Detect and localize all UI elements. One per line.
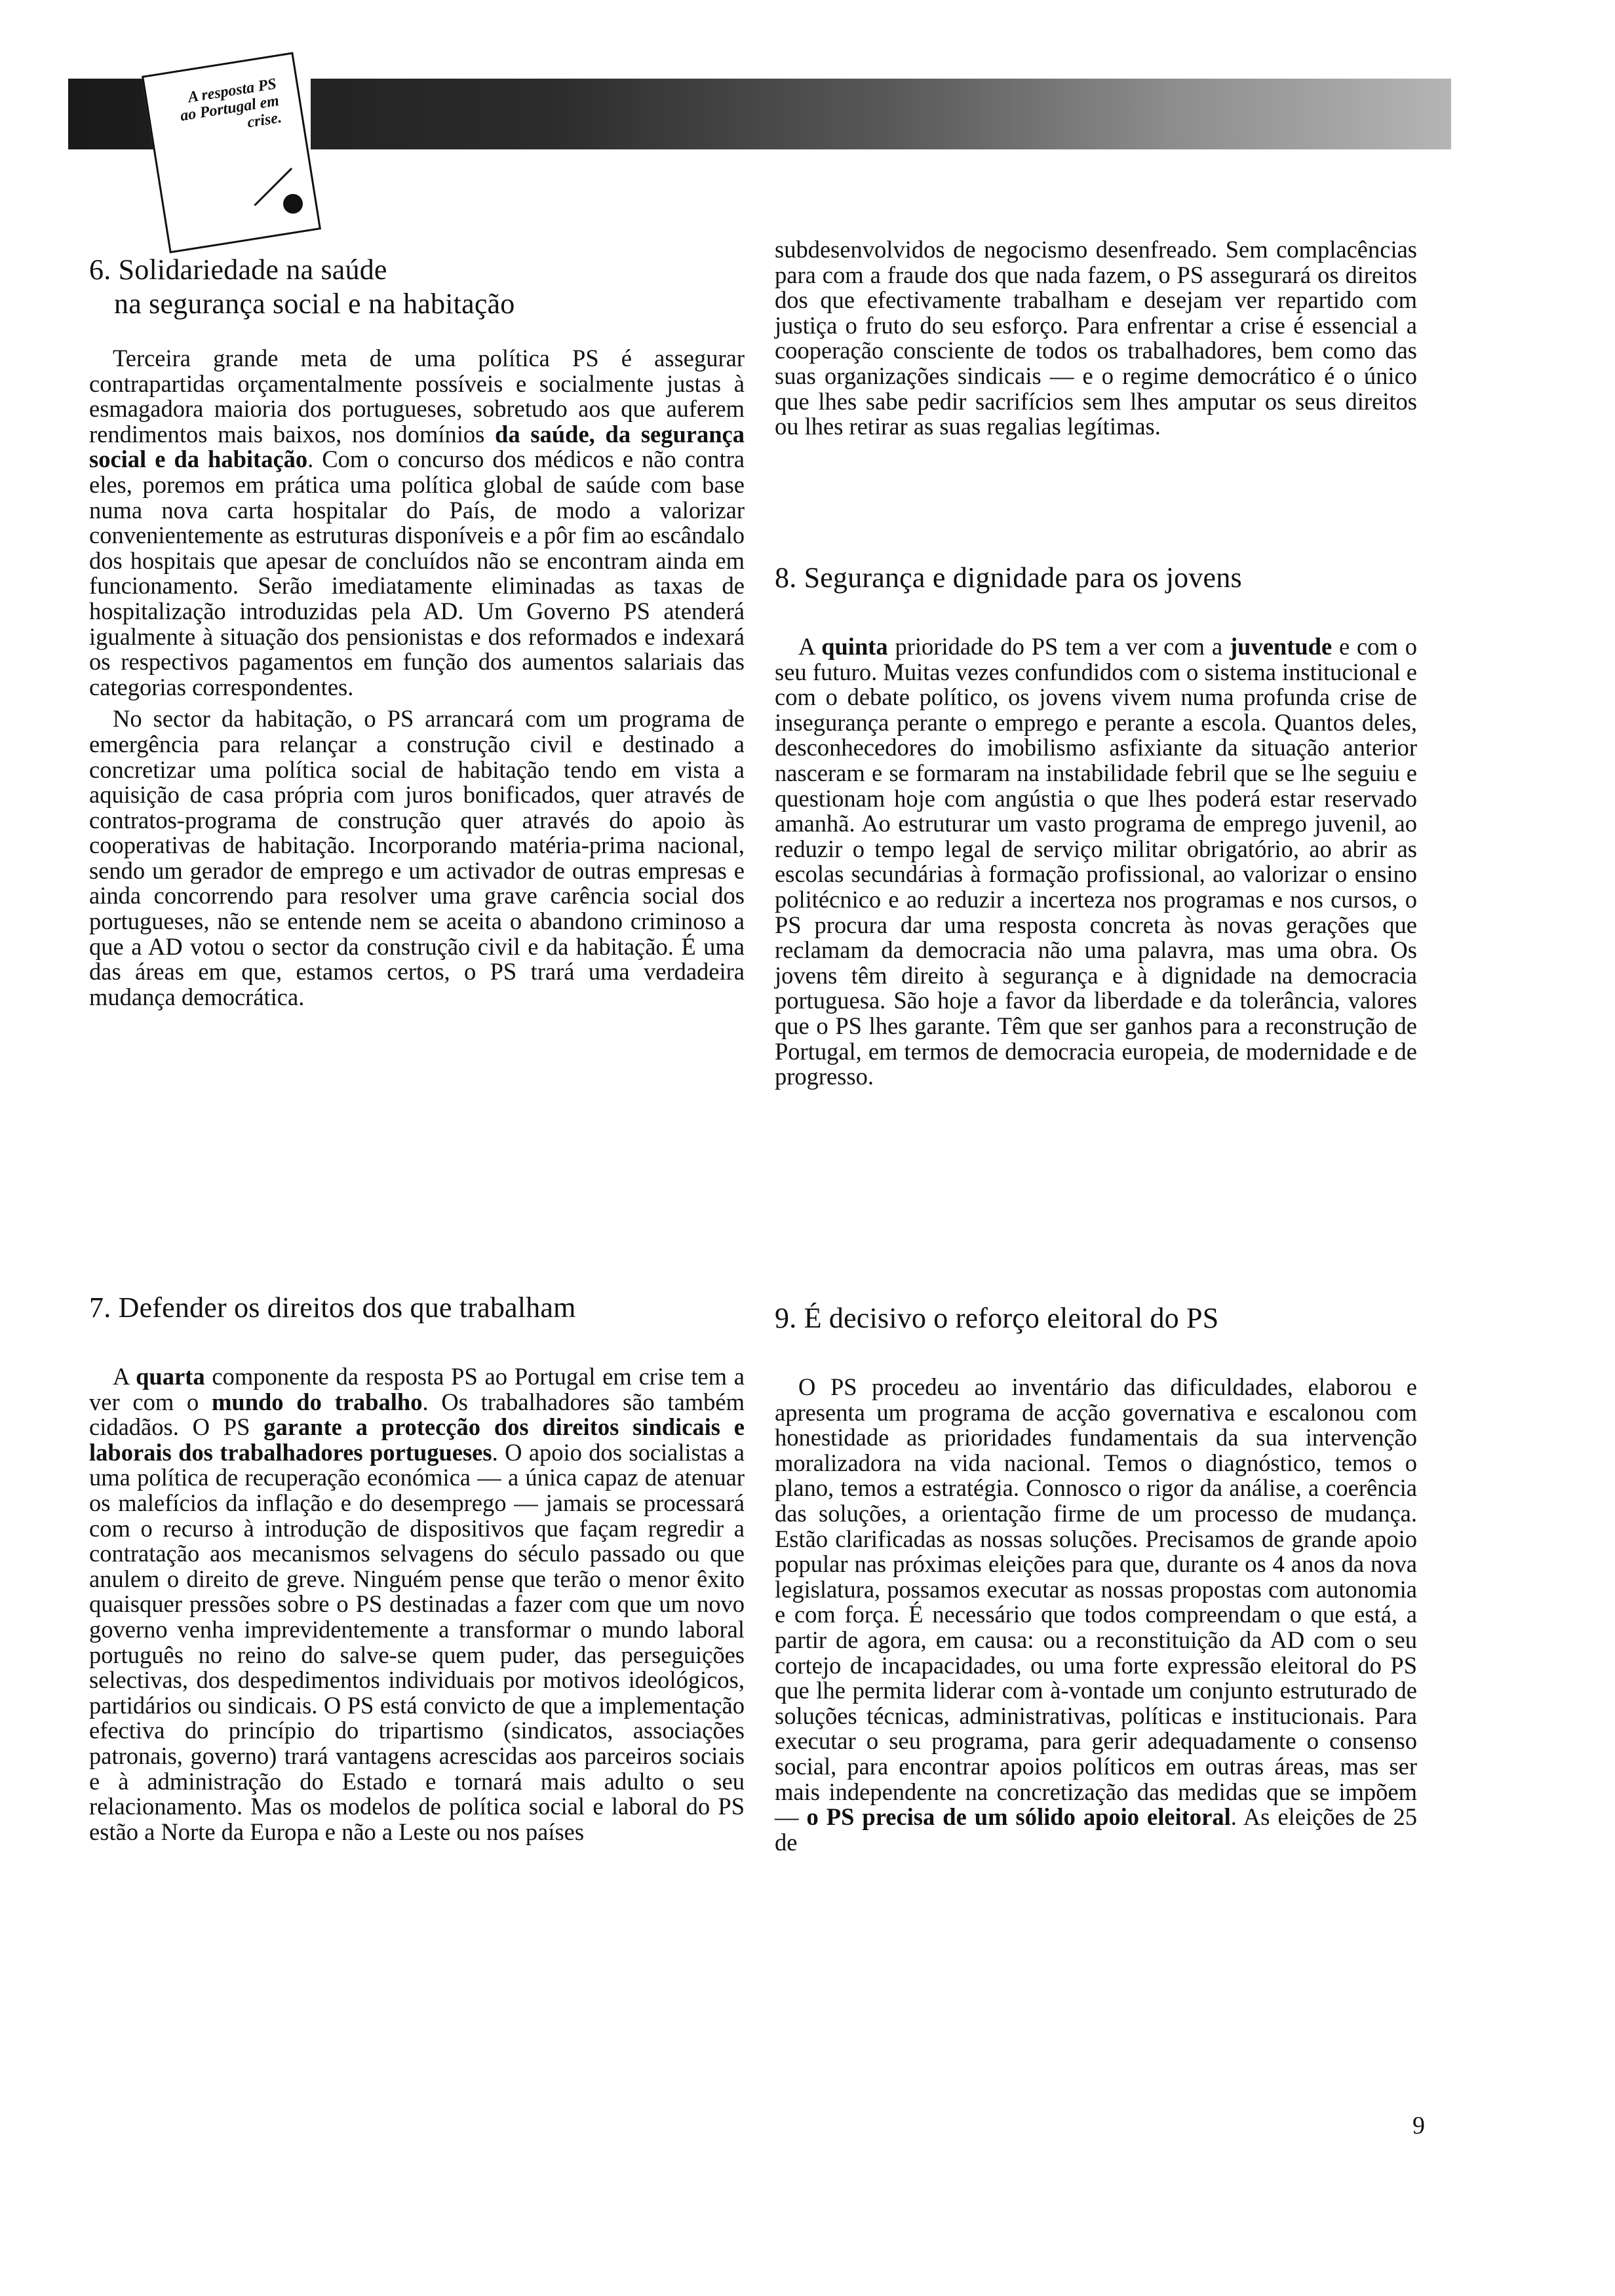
section-6-heading-line1: 6. Solidariedade na saúde bbox=[89, 254, 387, 286]
section-6-paragraph-2: No sector da habitação, o PS arrancará com um programa de emergência para relançar a construção civil e destinado a concretizar uma política social de habitação tendo em vista a aquisição de casa própria com juros bonificados, quer através de contratos-programa de construção quer através do apoio às cooperativas de habitação. Incorporando matéria-prima nacional, sendo um gerador de emprego e um activador de outras empresas e ainda concorrendo para resolver uma grave carência social dos portugueses, não se entende nem se aceita o abandono criminoso a que a AD votou o sector da construção civil e da habitação. É uma das áreas em que, estamos certos, o PS trará uma verdadeira mudança democrática. bbox=[89, 705, 745, 1010]
logo-text: A resposta PS ao Portugal em crise. bbox=[179, 75, 283, 132]
section-8-heading: 8. Segurança e dignidade para os jovens bbox=[775, 562, 1242, 594]
section-9-paragraph: O PS procedeu ao inventário das dificuldades, elaborou e apresenta um programa de acção governativa e escalonou com honestidade as prioridades fundamentais da sua intervenção moralizadora na vida nacional. Temos o diagnóstico, temos o plano, temos a estratégia. Connosco o rigor da análise, a coerência das soluções, a orientação firme de um processo de mudança. Estão clarificadas as nossas soluções. Precisamos de grande apoio popular nas próximas eleições para que, durante os 4 anos da nova legislatura, possamos executar as nossas propostas com autonomia e com força. É necessário que todos compreendam o que está, a partir de agora, em causa: ou a reconstituição da AD com o seu cortejo de incapacidades, ou uma forte expressão eleitoral do PS que lhe permita liderar com à-vontade um conjunto estruturado de soluções técnicas, administrativas, políticas e institucionais. Para executar o seu programa, para gerir adequadamente o consenso social, para encontrar apoios políticos em outras áreas, mas ser mais independente na concretização das medidas que se impõem — o PS precisa de um sólido apoio eleitoral. As eleições de 25 de bbox=[775, 1373, 1418, 1856]
section-7-body bbox=[89, 1364, 745, 1845]
section-8-body bbox=[775, 634, 1417, 1090]
continuation-paragraph: subdesenvolvidos de negocismo desenfreado. Sem complacências para com a fraude dos que nada fazem, o PS assegurará os direitos dos que efectivamente trabalham e desejam ver repartido com justiça o fruto do seu esforço. Para enfrentar a crise é essencial a cooperação consciente de todos os trabalhadores, bem como das suas organizações sindicais — e o regime democrático é o único que lhes sabe pedir sacrifícios sem lhes amputar os seus direitos ou lhes retirar as suas regalias legítimas. bbox=[775, 236, 1417, 440]
section-6-heading-line2: na segurança social e na habitação bbox=[114, 288, 515, 320]
section-8-paragraph: A quinta prioridade do PS tem a ver com a juventude e com o seu futuro. Muitas vezes confundidos com o sistema institucional e com o debate político, os jovens vivem numa profunda crise de insegurança perante o emprego e perante a escola. Quantos deles, desconhecedores do imobilismo asfixiante da situação anterior nasceram e se formaram na instabilidade febril que se lhe seguiu e questionam hoje com angústia o que lhes poderá estar reservado amanhã. Ao estruturar um vasto programa de emprego juvenil, ao reduzir o tempo legal de serviço militar obrigatório, ao abrir as escolas secundárias à formação profissional, ao valorizar o ensino politécnico e ao reduzir a incerteza nos programas e nos cursos, o PS procura dar uma resposta concreta às novas gerações que reclamam da democracia não uma palavra, mas uma obra. Os jovens têm direito à segurança e à dignidade na democracia portuguesa. São hoje a favor da liberdade e da tolerância, valores que o PS lhes garante. Têm que ser ganhos para a reconstrução de Portugal, em termos de democracia europeia, de modernidade e de progresso. bbox=[775, 633, 1417, 1090]
rose-icon bbox=[283, 194, 303, 214]
section-9-body bbox=[775, 1375, 1417, 1855]
section-7-paragraph: A quarta componente da resposta PS ao Portugal em crise tem a ver com o mundo do trabalho. Os trabalhadores são também cidadãos. O PS garante a protecção dos direitos sindicais e laborais dos trabalhadores portugueses. O apoio dos socialistas a uma política de recuperação económica — a única capaz de atenuar os malefícios da inflação e do desemprego — jamais se processará com o recurso à introdução de dispositivos que façam regredir a contratação aos mecanismos selvagens do século passado ou que anulem o direito de greve. Ninguém pense que terão o menor êxito quaisquer pressões sobre o PS destinadas a fazer com que um novo governo venha imprevidentemente a transformar o mundo laboral português no reino do salve-se quem puder, das perseguições selectivas, dos despedimentos individuais por motivos ideológicos, partidários ou sindicais. O PS está convicto de que a implementação efectiva do princípio do tripartismo (sindicatos, associações patronais, governo) trará vantagens acrescidas aos parceiros sociais e à administração do Estado e tornará mais adulto o seu relacionamento. Mas os modelos de política social e laboral do PS estão a Norte da Europa e não a Leste ou nos países bbox=[89, 1363, 745, 1845]
section-9-heading: 9. É decisivo o reforço eleitoral do PS bbox=[775, 1302, 1219, 1334]
section-7-heading: 7. Defender os direitos dos que trabalham bbox=[89, 1292, 576, 1324]
section-7-continuation bbox=[775, 237, 1417, 440]
page-number: 9 bbox=[1412, 2112, 1425, 2139]
section-6-paragraph-1: Terceira grande meta de uma política PS é assegurar contrapartidas orçamentalmente possíveis e socialmente justas à esmagadora maioria dos portugueses, sobretudo aos que auferem rendimentos mais baixos, nos domínios da saúde, da segurança social e da habitação. Com o concurso dos médicos e não contra eles, poremos em prática uma política global de saúde com base numa nova carta hospitalar do País, de modo a valorizar convenientemente as estruturas disponíveis e a pôr fim ao escândalo dos hospitais que apesar de concluídos não se encontram ainda em funcionamento. Serão imediatamente eliminadas as taxas de hospitalização introduzidas pela AD. Um Governo PS atenderá igualmente à situação dos pensionistas e dos reformados e indexará os respectivos pagamentos em função dos aumentos salariais das categorias correspondentes. bbox=[89, 345, 745, 700]
section-6-body bbox=[89, 346, 745, 1010]
